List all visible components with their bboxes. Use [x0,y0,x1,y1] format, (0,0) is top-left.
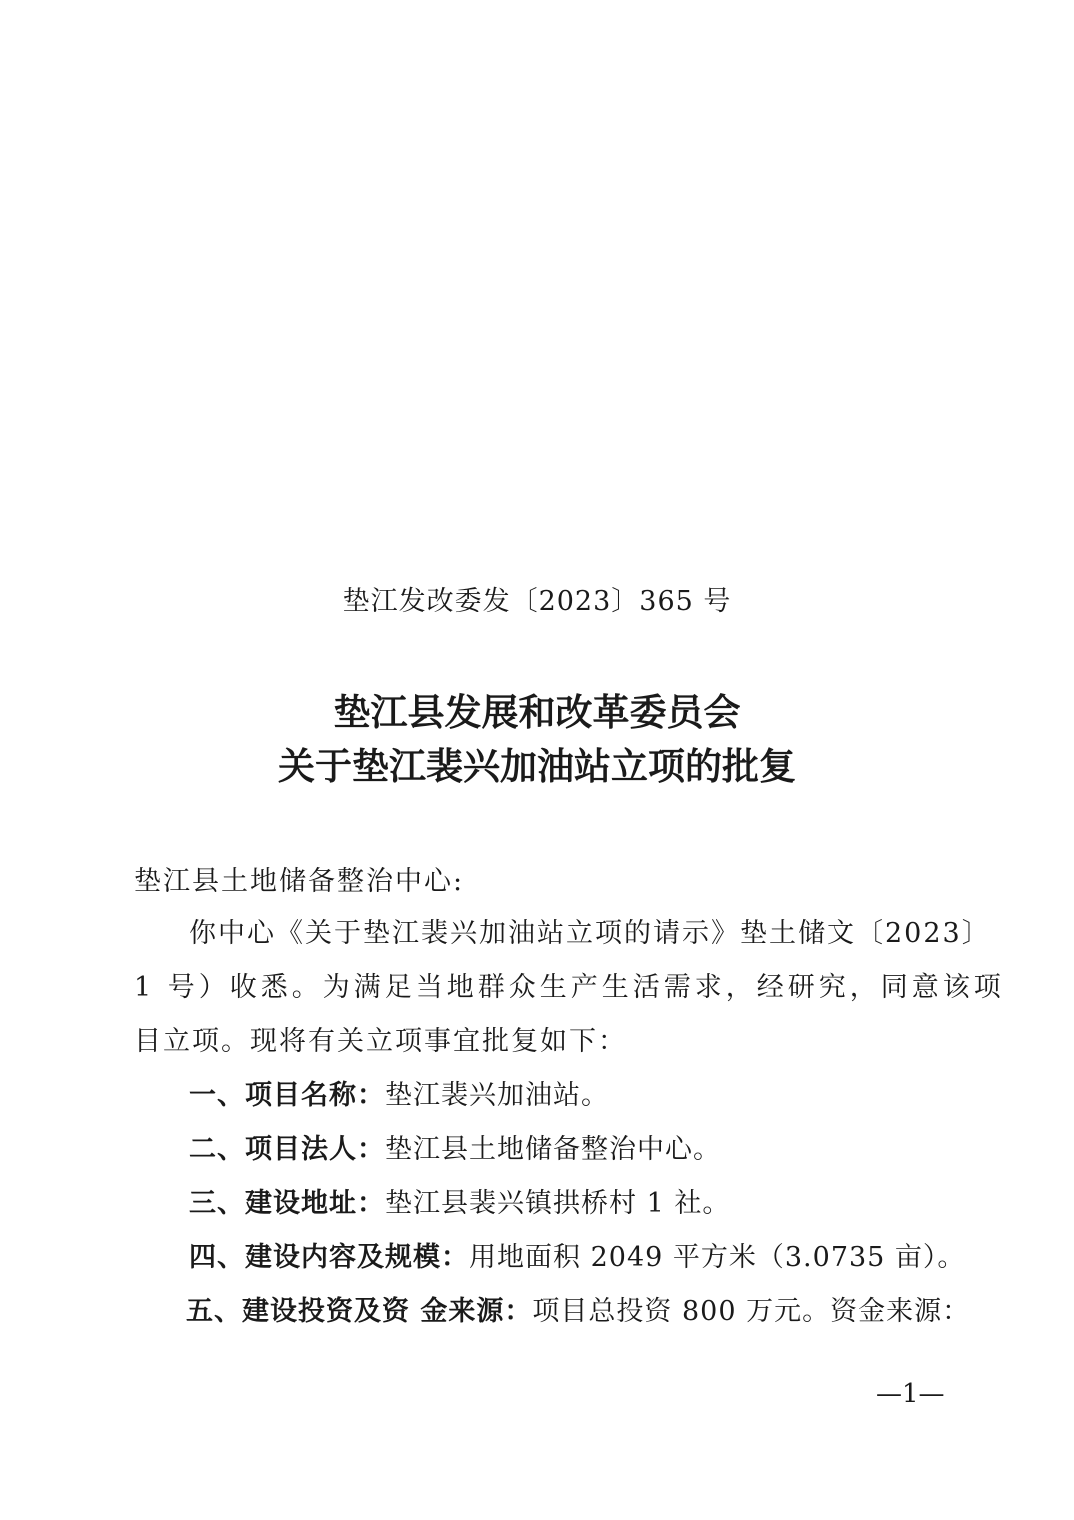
body-line-3: 目立项。现将有关立项事宜批复如下： [134,1026,627,1057]
title-line-1: 垫江县发展和改革委员会 [333,691,741,734]
item-construction-address [189,1184,730,1224]
item-investment-funding [186,1292,970,1332]
item-label: 四、建设内容及规模： [189,1242,469,1273]
item-project-legal-person [189,1130,721,1170]
item-label: 一、项目名称： [189,1080,385,1111]
item-value: 垫江县裴兴镇拱桥村 1 社。 [385,1188,731,1219]
page-number: —1— [876,1379,945,1409]
item-value: 用地面积 2049 平方米（3.0735 亩）。 [469,1242,966,1273]
item-label: 三、建设地址： [189,1188,385,1219]
item-construction-scope [189,1238,965,1278]
body-line-1: 你中心《关于垫江裴兴加油站立项的请示》垫土储文〔2023〕 [189,918,991,949]
item-value: 垫江裴兴加油站。 [385,1080,609,1111]
addressee: 垫江县土地储备整治中心: [134,866,465,897]
item-label: 二、项目法人： [189,1134,385,1165]
item-value: 项目总投资 800 万元。资金来源： [532,1296,971,1327]
item-project-name [189,1076,609,1116]
title-line-2: 关于垫江裴兴加油站立项的批复 [278,745,796,788]
body-line-2: 1 号）收悉。为满足当地群众生产生活需求，经研究，同意该项 [134,972,1005,1003]
item-label: 五、建设投资及资 金来源： [186,1296,533,1327]
document-number: 垫江发改委发〔2023〕365 号 [342,586,732,617]
item-value: 垫江县土地储备整治中心。 [385,1134,721,1165]
